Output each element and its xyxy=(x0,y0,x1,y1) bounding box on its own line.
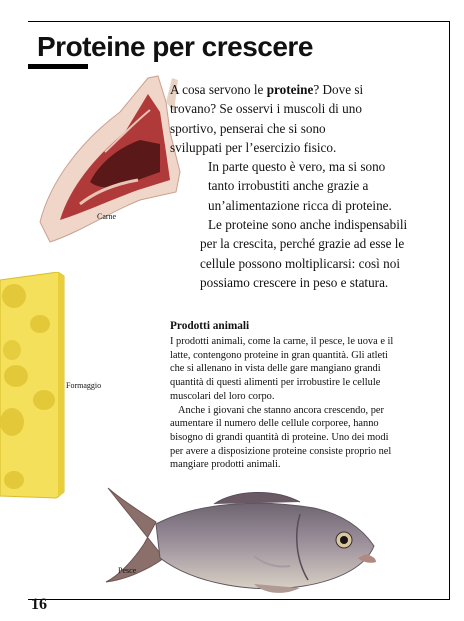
fish-icon xyxy=(104,484,380,600)
section-line-2: latte, contengono proteine in gran quantità. Gli atleti xyxy=(170,349,388,361)
animal-products-section xyxy=(170,319,442,472)
page-number: 16 xyxy=(31,596,47,613)
section-line-6: Anche i giovani che stanno ancora crescendo, per xyxy=(178,404,384,416)
section-line-9: per avere a disposizione proteine consiste proprio nel xyxy=(170,445,392,457)
section-line-1: I prodotti animali, come la carne, il pesce, le uova e il xyxy=(170,336,394,347)
section-line-7: aumentare il numero delle cellule corporee, hanno xyxy=(170,418,379,430)
section-line-3: che si allenano in vista delle gare mangiano grandi xyxy=(170,363,381,375)
intro-line-5: In parte questo è vero, ma si sono xyxy=(208,159,386,175)
intro-line-2: trovano? Se osservi i muscoli di uno xyxy=(170,101,362,117)
section-line-4: quantità di questi alimenti per irrobustire le cellule xyxy=(170,377,381,389)
frame-top-border xyxy=(28,21,450,22)
intro-line-10: cellule possono moltiplicarsi: così noi xyxy=(200,255,400,271)
intro-line-8: Le proteine sono anche indispensabili xyxy=(208,217,408,233)
section-line-5: muscolari del loro corpo. xyxy=(170,390,275,402)
fish-caption: Pesce xyxy=(118,566,137,575)
intro-line-6: tanto irrobustiti anche grazie a xyxy=(208,178,369,194)
title-underline xyxy=(28,64,88,69)
intro-line-11: possiamo crescere in peso e statura. xyxy=(200,274,389,290)
intro-line-9: per la crescita, perché grazie ad esse le xyxy=(200,236,405,252)
page-title: Proteine per crescere xyxy=(37,31,313,62)
frame-right-border xyxy=(449,21,450,599)
intro-line-3: sportivo, penserai che si sono xyxy=(170,120,326,136)
meat-caption: Carne xyxy=(97,212,117,221)
section-heading: Prodotti animali xyxy=(170,320,250,332)
section-line-10: mangiare prodotti animali. xyxy=(170,459,281,471)
intro-line-1: A cosa servono le proteine? Dove si xyxy=(170,82,364,97)
cheese-wedge-icon xyxy=(0,272,66,502)
intro-line-4: sviluppati per l’esercizio fisico. xyxy=(170,139,337,155)
intro-paragraph xyxy=(170,80,430,292)
cheese-caption: Formaggio xyxy=(66,381,102,390)
section-line-8: bisogno di grandi quantità di proteine. Uno dei modi xyxy=(170,431,389,443)
intro-line-7: un’alimentazione ricca di proteine. xyxy=(208,197,392,213)
